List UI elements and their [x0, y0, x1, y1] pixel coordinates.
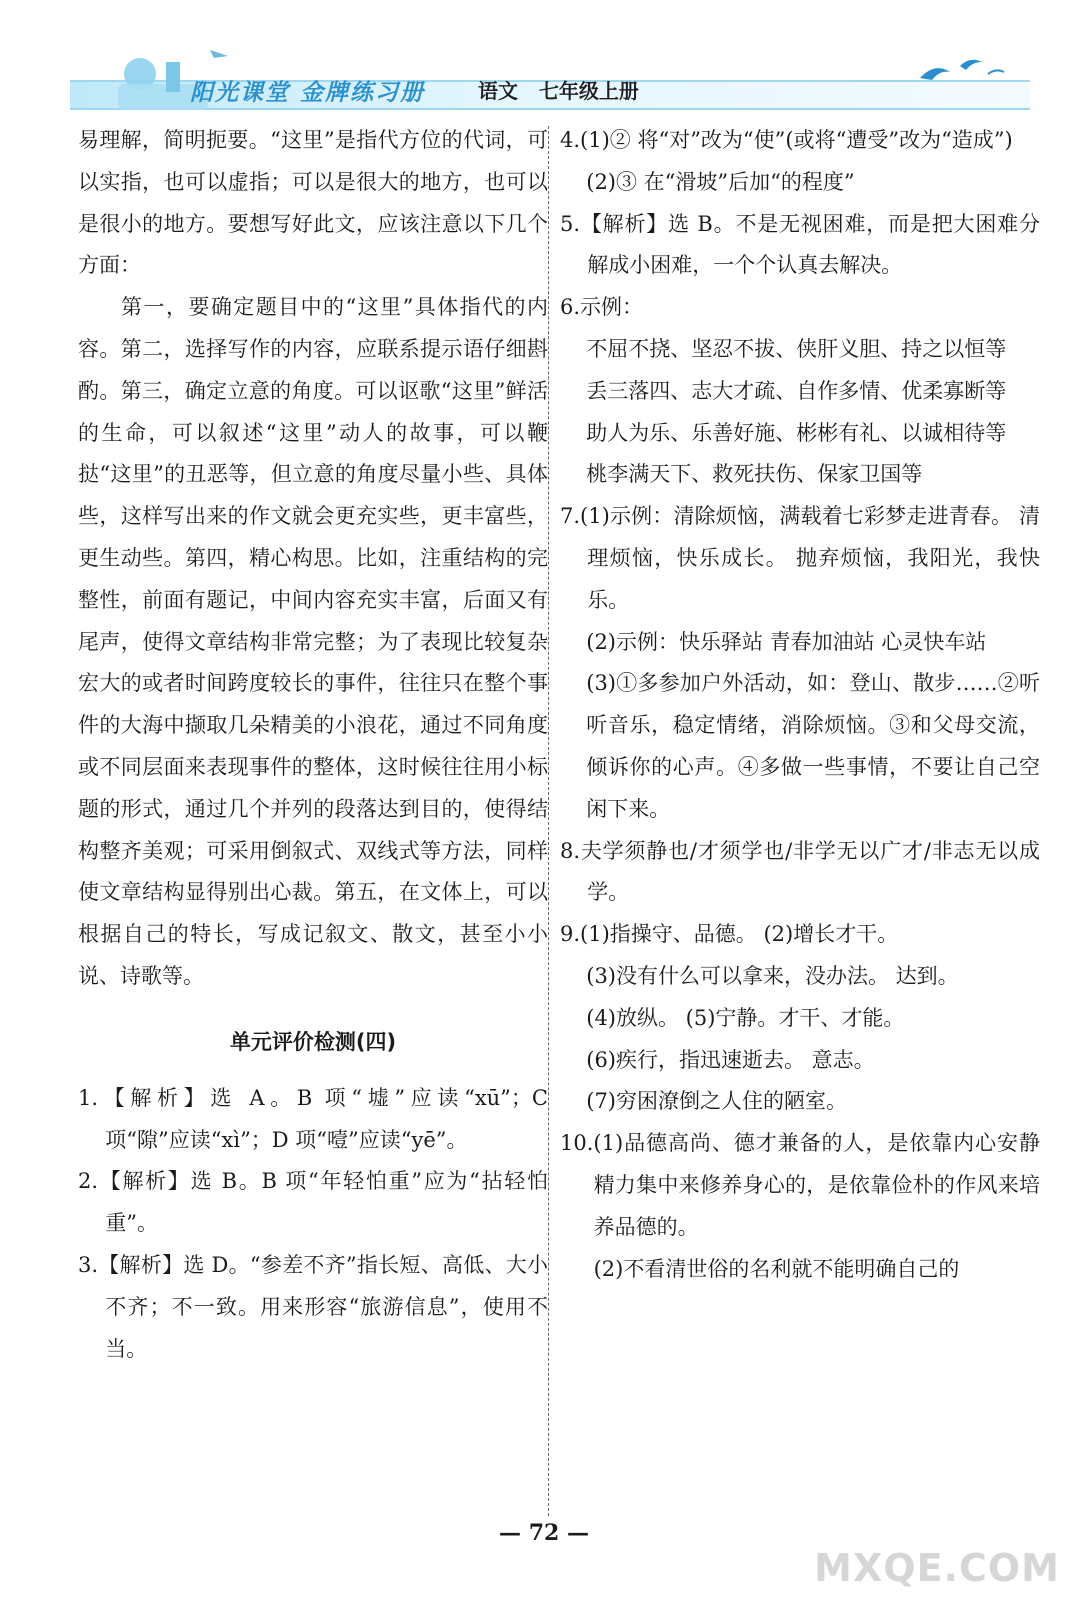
page-header: [70, 40, 1030, 116]
answer-7-part2: (2)示例：快乐驿站 青春加油站 心灵快车站: [586, 629, 987, 654]
answer-6-label: 6.示例：: [560, 295, 644, 320]
answer-9-part: (6)疾行，指迅速逝去。 意志。: [586, 1047, 875, 1072]
answer-6-item: 丢三落四、志大才疏、自作多情、优柔寡断等: [586, 378, 1007, 403]
right-column: [560, 120, 1040, 1290]
answer-6-item: 桃李满天下、救死扶伤、保家卫国等: [586, 462, 923, 487]
answer-8: 8.夫学须静也/才须学也/非学无以广才/非志无以成学。: [560, 838, 1040, 905]
answer-4-part2: (2)③ 在“滑坡”后加“的程度”: [586, 169, 855, 194]
answer-9-part: (4)放纵。 (5)宁静。才干、才能。: [586, 1005, 905, 1030]
answer-6-item: 不屈不挠、坚忍不拔、侠肝义胆、持之以恒等: [586, 336, 1007, 361]
subject-grade: 语文 七年级上册: [478, 79, 639, 103]
answer-10-part1: 10.(1)品德高尚、德才兼备的人，是依靠内心安静精力集中来修养身心的，是依靠俭朴的作风来培养品德的。: [560, 1131, 1040, 1239]
answer-7-part3: (3)①多参加户外活动，如：登山、散步……②听听音乐，稳定情绪，消除烦恼。③和父母交流，倾诉你的心声。④多做一些事情，不要让自己空闲下来。: [586, 671, 1040, 821]
left-column: [78, 120, 548, 1370]
column-divider: [548, 126, 549, 1516]
answer-10-part2: (2)不看清世俗的名利就不能明确自己的: [593, 1256, 960, 1281]
answer-1: 1.【解析】选 A。B 项“墟”应读“xū”；C 项“隙”应读“xì”；D 项“噎”应读“yē”。: [78, 1085, 548, 1152]
section-title: 单元评价检测(四): [229, 1029, 397, 1054]
answer-9-part: (7)穷困潦倒之人住的陋室。: [586, 1089, 847, 1114]
answer-7-part1: 7.(1)示例：清除烦恼，满载着七彩梦走进青春。 清理烦恼，快乐成长。 抛弃烦恼，我阳光，我快乐。: [560, 504, 1040, 612]
page-number: — 72 —: [499, 1520, 589, 1546]
answer-9-part1: 9.(1)指操守、品德。 (2)增长才干。: [560, 922, 899, 947]
answer-6-item: 助人为乐、乐善好施、彬彬有礼、以诚相待等: [586, 420, 1007, 445]
essay-guidance-points: 第一，要确定题目中的“这里”具体指代的内容。第二，选择写作的内容，应联系提示语仔细斟酌。第三，确定立意的角度。可以讴歌“这里”鲜活的生命，可以叙述“这里”动人的故事，可以鞭挞“这里”的丑恶等，但立意的角度尽量小些、具体些，这样写出来的作文就会更充实些，更丰富些，更生动些。第四，精心构思。比如，注重结构的完整性，前面有题记，中间内容充实丰富，后面又有尾声，使得文章结构非常完整；为了表现比较复杂宏大的或者时间跨度较长的事件，往往只在整个事件的大海中撷取几朵精美的小浪花，通过不同角度或不同层面来表现事件的整体，这时候往往用小标题的形式，通过几个并列的段落达到目的，使得结构整齐美观；可采用倒叙式、双线式等方法，同样使文章结构显得别出心裁。第五，在文体上，可以根据自己的特长，写成记叙文、散文，甚至小小说、诗歌等。: [78, 295, 548, 988]
birds-icon: [910, 48, 1010, 88]
answer-5: 5.【解析】选 B。不是无视困难，而是把大困难分解成小困难，一个个认真去解决。: [560, 211, 1040, 278]
answer-9-part: (3)没有什么可以拿来，没办法。 达到。: [586, 963, 959, 988]
essay-guidance-intro: 易理解，简明扼要。“这里”是指代方位的代词，可以实指，也可以虚指；可以是很大的地方，也可以是很小的地方。要想写好此文，应该注意以下几个方面：: [78, 128, 548, 278]
answer-4-part1: 4.(1)② 将“对”改为“使”(或将“遭受”改为“造成”): [560, 128, 1013, 152]
brand-title: 阳光课堂 金牌练习册: [190, 80, 426, 106]
answer-2: 2.【解析】选 B。B 项“年轻怕重”应为“拈轻怕重”。: [78, 1169, 548, 1236]
watermark: MXQE.COM: [814, 1546, 1060, 1590]
answer-3: 3.【解析】选 D。“参差不齐”指长短、高低、大小不齐；不一致。用来形容“旅游信息”，使用不当。: [78, 1252, 548, 1361]
